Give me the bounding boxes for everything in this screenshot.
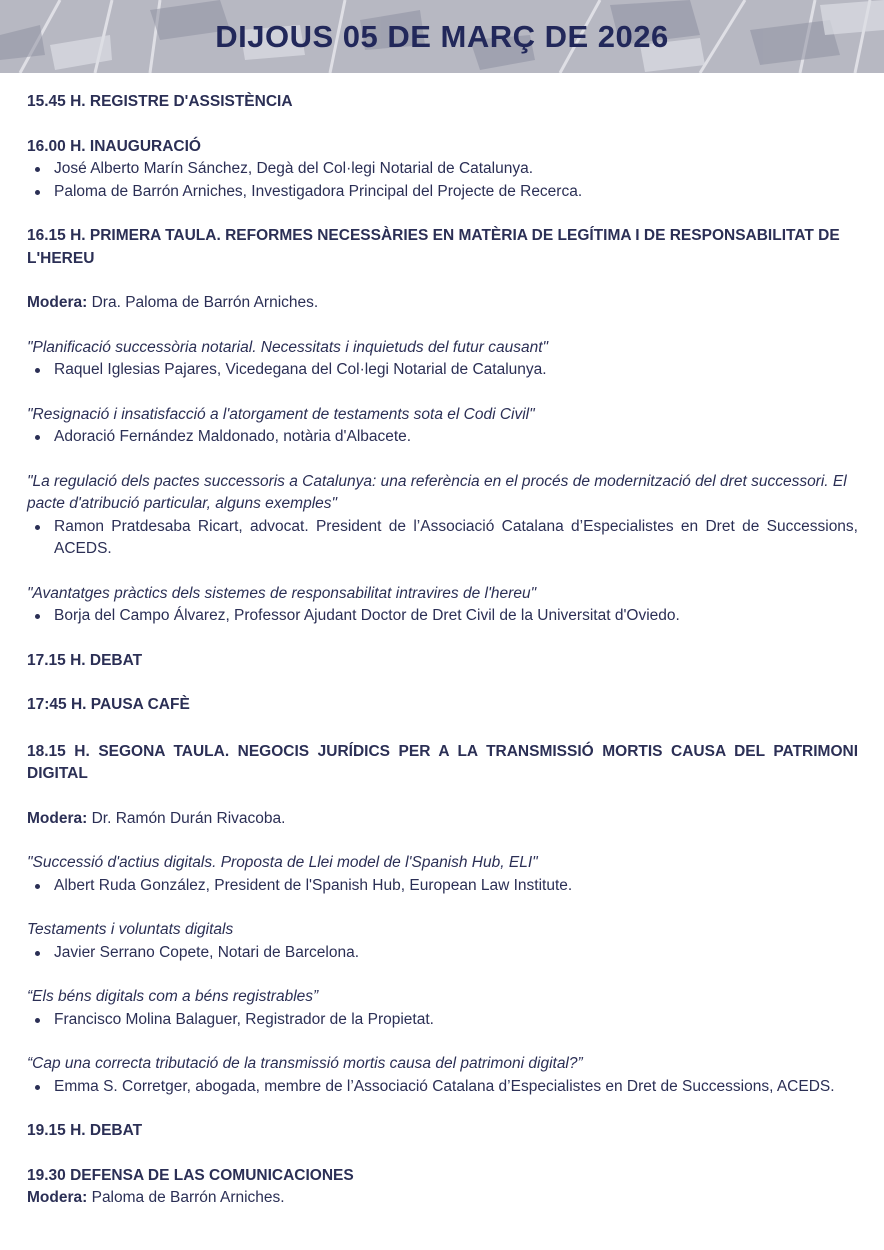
program-content xyxy=(27,91,858,1210)
speaker-item: Borja del Campo Álvarez, Professor Ajudant Doctor de Dret Civil de la Universitat d'Oviedo. xyxy=(27,605,858,628)
list-item: José Alberto Marín Sánchez, Degà del Col·legi Notarial de Catalunya. xyxy=(27,158,858,181)
section-heading: 16.00 H. INAUGURACIÓ xyxy=(27,137,201,155)
header-banner xyxy=(0,0,884,73)
bullet-icon xyxy=(35,1085,40,1090)
speaker-item: Francisco Molina Balaguer, Registrador de la Propietat. xyxy=(27,1009,858,1032)
section-heading: 17:45 H. PAUSA CAFÈ xyxy=(27,696,190,713)
talk-title: "Successió d'actius digitals. Proposta de Llei model de l'Spanish Hub, ELI" xyxy=(27,854,538,871)
page-title: DIJOUS 05 DE MARÇ DE 2026 xyxy=(215,19,669,54)
bullet-icon xyxy=(35,951,40,956)
bullet-icon xyxy=(35,614,40,619)
section-heading: 19.15 H. DEBAT xyxy=(27,1122,143,1139)
bullet-icon xyxy=(35,1018,40,1023)
bullet-icon xyxy=(35,368,40,373)
bullet-icon xyxy=(35,190,40,195)
talk-title: “Els béns digitals com a béns registrables” xyxy=(27,988,319,1005)
talk-title: "Planificació successòria notarial. Necessitats i inquietuds del futur causant" xyxy=(27,338,549,356)
bullet-icon xyxy=(35,435,40,440)
section-heading: 16.15 H. PRIMERA TAULA. REFORMES NECESSÀRIES EN MATÈRIA DE LEGÍTIMA I DE RESPONSABILITAT DE L'HEREU xyxy=(27,227,840,267)
section-heading: 15.45 H. REGISTRE D'ASSISTÈNCIA xyxy=(27,93,293,110)
section-heading: 17.15 H. DEBAT xyxy=(27,651,143,669)
talk-title: "Resignació i insatisfacció a l'atorgament de testaments sota el Codi Civil" xyxy=(27,405,535,423)
section-heading: 19.30 DEFENSA DE LAS COMUNICACIONES xyxy=(27,1166,354,1184)
bullet-icon xyxy=(35,525,40,530)
moderator-line: Modera: Dra. Paloma de Barrón Arniches. xyxy=(27,294,319,311)
speaker-item: Raquel Iglesias Pajares, Vicedegana del Col·legi Notarial de Catalunya. xyxy=(27,359,858,382)
speaker-item: Emma S. Corretger, abogada, membre de l’Associació Catalana d’Especialistes en Dret de Successions, ACEDS. xyxy=(27,1076,858,1099)
speaker-item: Javier Serrano Copete, Notari de Barcelona. xyxy=(27,942,858,965)
moderator-line: Modera: Paloma de Barrón Arniches. xyxy=(27,1189,285,1206)
bullet-icon xyxy=(35,884,40,889)
talk-title: "Avantatges pràctics dels sistemes de responsabilitat intravires de l'hereu" xyxy=(27,584,537,602)
talk-title: “Cap una correcta tributació de la transmissió mortis causa del patrimoni digital?” xyxy=(27,1055,583,1072)
talk-title: "La regulació dels pactes successoris a Catalunya: una referència en el procés de modernització del dret successori. El pacte d'atribució particular, alguns exemples" xyxy=(27,472,847,512)
speaker-item: Albert Ruda González, President de l'Spanish Hub, European Law Institute. xyxy=(27,875,858,898)
speaker-item: Adoració Fernández Maldonado, notària d'Albacete. xyxy=(27,426,858,449)
bullet-icon xyxy=(35,167,40,172)
talk-title: Testaments i voluntats digitals xyxy=(27,921,234,938)
list-item: Paloma de Barrón Arniches, Investigadora Principal del Projecte de Recerca. xyxy=(27,181,858,204)
section-heading: 18.15 H. SEGONA TAULA. NEGOCIS JURÍDICS PER A LA TRANSMISSIÓ MORTIS CAUSA DEL PATRIMONI DIGITAL xyxy=(27,742,858,782)
speaker-item: Ramon Pratdesaba Ricart, advocat. President de l’Associació Catalana d’Especialistes en Dret de Successions, ACEDS. xyxy=(27,516,858,561)
moderator-line: Modera: Dr. Ramón Durán Rivacoba. xyxy=(27,809,286,827)
